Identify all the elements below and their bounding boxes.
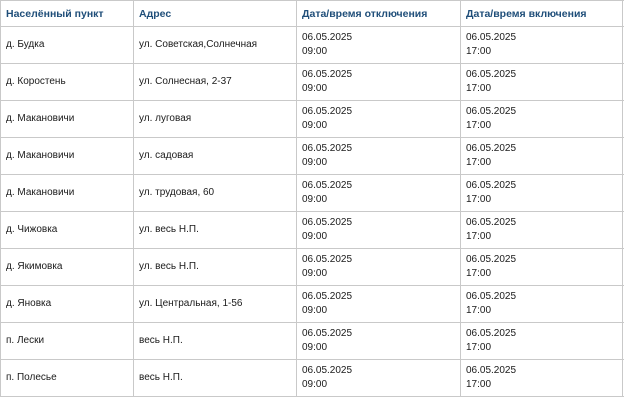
on-datetime-cell (461, 212, 623, 248)
table-row (1, 323, 624, 360)
on-time-text: 17:00 (466, 157, 492, 168)
settlement-cell (1, 323, 134, 359)
off-time-text: 09:00 (302, 194, 328, 205)
address-cell (134, 27, 297, 63)
off-datetime-cell (297, 212, 461, 248)
table-row (1, 101, 624, 138)
off-datetime-cell (297, 101, 461, 137)
on-time-text: 17:00 (466, 379, 492, 390)
settlement-text: д. Чижовка (6, 224, 58, 235)
settlement-cell (1, 27, 134, 63)
settlement-text: п. Полесье (6, 372, 57, 383)
header-on-datetime: Дата/время включения (461, 1, 623, 26)
off-time-text: 09:00 (302, 83, 328, 94)
address-text: ул. луговая (139, 113, 192, 124)
header-address: Адрес (134, 1, 297, 26)
settlement-cell (1, 64, 134, 100)
on-time-text: 17:00 (466, 305, 492, 316)
on-datetime-cell (461, 323, 623, 359)
on-time-text: 17:00 (466, 231, 492, 242)
address-text: весь Н.П. (139, 335, 183, 346)
table-row (1, 27, 624, 64)
header-settlement: Населённый пункт (1, 1, 134, 26)
on-time-text: 17:00 (466, 342, 492, 353)
address-text: ул. трудовая, 60 (139, 187, 215, 198)
off-datetime-cell (297, 323, 461, 359)
on-date-text: 06.05.2025 (466, 328, 517, 339)
address-cell (134, 360, 297, 396)
off-date-text: 06.05.2025 (302, 254, 353, 265)
off-time-text: 09:00 (302, 342, 328, 353)
off-time-text: 09:00 (302, 379, 328, 390)
table-body (1, 27, 624, 397)
settlement-text: д. Макановичи (6, 150, 75, 161)
off-time-text: 09:00 (302, 46, 328, 57)
table-row (1, 249, 624, 286)
address-text: ул. Советская,Солнечная (139, 39, 258, 50)
off-datetime-cell (297, 175, 461, 211)
off-datetime-cell (297, 64, 461, 100)
on-datetime-cell (461, 138, 623, 174)
settlement-cell (1, 212, 134, 248)
on-time-text: 17:00 (466, 83, 492, 94)
off-time-text: 09:00 (302, 120, 328, 131)
address-cell (134, 323, 297, 359)
address-text: ул. Солнесная, 2-37 (139, 76, 232, 87)
address-text: ул. садовая (139, 150, 194, 161)
address-text: весь Н.П. (139, 372, 183, 383)
off-datetime-cell (297, 138, 461, 174)
settlement-cell (1, 175, 134, 211)
settlement-text: д. Коростень (6, 76, 66, 87)
on-date-text: 06.05.2025 (466, 217, 517, 228)
on-date-text: 06.05.2025 (466, 106, 517, 117)
settlement-cell (1, 101, 134, 137)
on-datetime-cell (461, 286, 623, 322)
off-date-text: 06.05.2025 (302, 32, 353, 43)
on-time-text: 17:00 (466, 194, 492, 205)
on-datetime-cell (461, 175, 623, 211)
on-datetime-cell (461, 101, 623, 137)
table-row (1, 138, 624, 175)
off-datetime-cell (297, 360, 461, 396)
settlement-cell (1, 138, 134, 174)
off-time-text: 09:00 (302, 305, 328, 316)
table-row (1, 175, 624, 212)
off-datetime-cell (297, 249, 461, 285)
on-time-text: 17:00 (466, 46, 492, 57)
settlement-text: п. Лески (6, 335, 45, 346)
address-text: ул. весь Н.П. (139, 224, 199, 235)
off-date-text: 06.05.2025 (302, 180, 353, 191)
settlement-cell (1, 249, 134, 285)
on-date-text: 06.05.2025 (466, 69, 517, 80)
table-row (1, 286, 624, 323)
address-text: ул. весь Н.П. (139, 261, 199, 272)
off-datetime-cell (297, 27, 461, 63)
table-row (1, 64, 624, 101)
settlement-text: д. Будка (6, 39, 45, 50)
off-date-text: 06.05.2025 (302, 291, 353, 302)
address-cell (134, 138, 297, 174)
on-date-text: 06.05.2025 (466, 365, 517, 376)
address-cell (134, 249, 297, 285)
off-time-text: 09:00 (302, 231, 328, 242)
settlement-cell (1, 286, 134, 322)
address-cell (134, 286, 297, 322)
address-cell (134, 212, 297, 248)
header-off-datetime: Дата/время отключения (297, 1, 461, 26)
address-cell (134, 64, 297, 100)
on-date-text: 06.05.2025 (466, 143, 517, 154)
settlement-cell (1, 360, 134, 396)
off-date-text: 06.05.2025 (302, 106, 353, 117)
settlement-text: д. Макановичи (6, 113, 75, 124)
on-date-text: 06.05.2025 (466, 180, 517, 191)
off-time-text: 09:00 (302, 268, 328, 279)
address-cell (134, 175, 297, 211)
on-time-text: 17:00 (466, 120, 492, 131)
table-header-row (1, 1, 624, 27)
settlement-text: д. Макановичи (6, 187, 75, 198)
off-date-text: 06.05.2025 (302, 365, 353, 376)
on-datetime-cell (461, 360, 623, 396)
off-date-text: 06.05.2025 (302, 217, 353, 228)
settlement-text: д. Якимовка (6, 261, 63, 272)
off-datetime-cell (297, 286, 461, 322)
off-date-text: 06.05.2025 (302, 328, 353, 339)
address-cell (134, 101, 297, 137)
settlement-text: д. Яновка (6, 298, 52, 309)
address-text: ул. Центральная, 1-56 (139, 298, 243, 309)
on-datetime-cell (461, 64, 623, 100)
on-datetime-cell (461, 27, 623, 63)
off-date-text: 06.05.2025 (302, 143, 353, 154)
on-date-text: 06.05.2025 (466, 32, 517, 43)
on-time-text: 17:00 (466, 268, 492, 279)
table-row (1, 212, 624, 249)
off-time-text: 09:00 (302, 157, 328, 168)
table-row (1, 360, 624, 397)
on-date-text: 06.05.2025 (466, 291, 517, 302)
on-datetime-cell (461, 249, 623, 285)
off-date-text: 06.05.2025 (302, 69, 353, 80)
on-date-text: 06.05.2025 (466, 254, 517, 265)
